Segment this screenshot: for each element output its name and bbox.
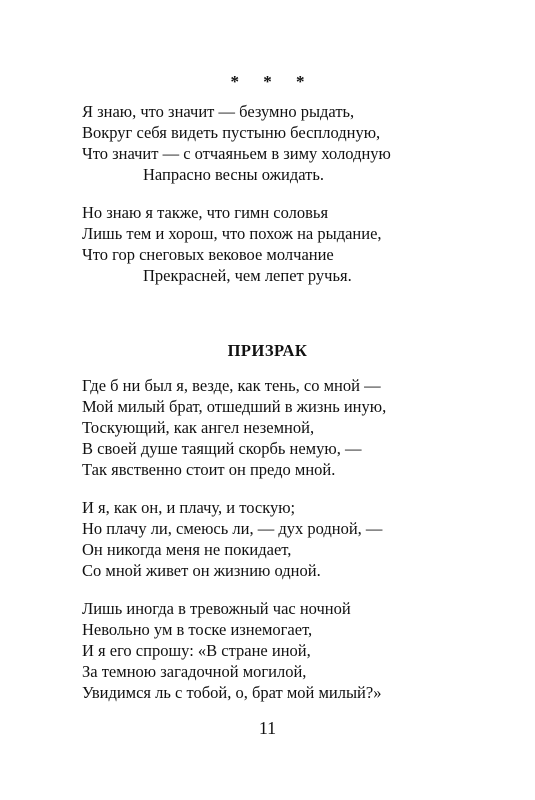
verse-line: Лишь тем и хорош, что похож на рыдание, (82, 224, 382, 243)
verse-line: Что значит — с отчаяньем в зиму холодную (82, 144, 391, 163)
stanza-gap (82, 480, 502, 497)
verse-line: Тоскующий, как ангел неземной, (82, 418, 315, 437)
verse-line: Что гор снеговых вековое молчание (82, 245, 334, 264)
stanza (82, 375, 502, 480)
verse-line: Он никогда меня не покидает, (82, 540, 292, 559)
verse-line: Со мной живет он жизнию одной. (82, 561, 321, 580)
stanza (82, 598, 502, 703)
verse-line: Прекрасней, чем лепет ручья. (143, 266, 352, 285)
poem-title: ПРИЗРАК (227, 341, 308, 360)
verse-line: И я, как он, и плачу, и тоскую; (82, 498, 296, 517)
verse-line: В своей душе таящий скорбь немую, — (82, 439, 362, 458)
stanza (82, 101, 502, 185)
verse-line: И я его спрошу: «В стране иной, (82, 641, 311, 660)
verse-line: Увидимся ль с тобой, о, брат мой милый?» (82, 683, 382, 702)
stanza-gap (82, 185, 502, 202)
verse-line: Невольно ум в тоске изнемогает, (82, 620, 313, 639)
verse-line: Так явственно стоит он предо мной. (82, 460, 336, 479)
section-separator: * * * (230, 72, 315, 91)
verse-line: Я знаю, что значит — безумно рыдать, (82, 102, 355, 121)
stanza-gap (82, 581, 502, 598)
poem-prizrak (82, 375, 502, 703)
stanza (82, 202, 502, 286)
verse-line: Но плачу ли, смеюсь ли, — дух родной, — (82, 519, 383, 538)
verse-line: Но знаю я также, что гимн соловья (82, 203, 329, 222)
verse-line: Мой милый брат, отшедший в жизнь иную, (82, 397, 387, 416)
verse-line: За темною загадочной могилой, (82, 662, 307, 681)
stanza (82, 497, 502, 581)
poem-untitled (82, 101, 502, 286)
page-number: 11 (258, 718, 277, 738)
verse-line: Где б ни был я, везде, как тень, со мной — (82, 376, 381, 395)
verse-line: Напрасно весны ожидать. (143, 165, 324, 184)
verse-line: Лишь иногда в тревожный час ночной (82, 599, 351, 618)
verse-line: Вокруг себя видеть пустыню бесплодную, (82, 123, 381, 142)
